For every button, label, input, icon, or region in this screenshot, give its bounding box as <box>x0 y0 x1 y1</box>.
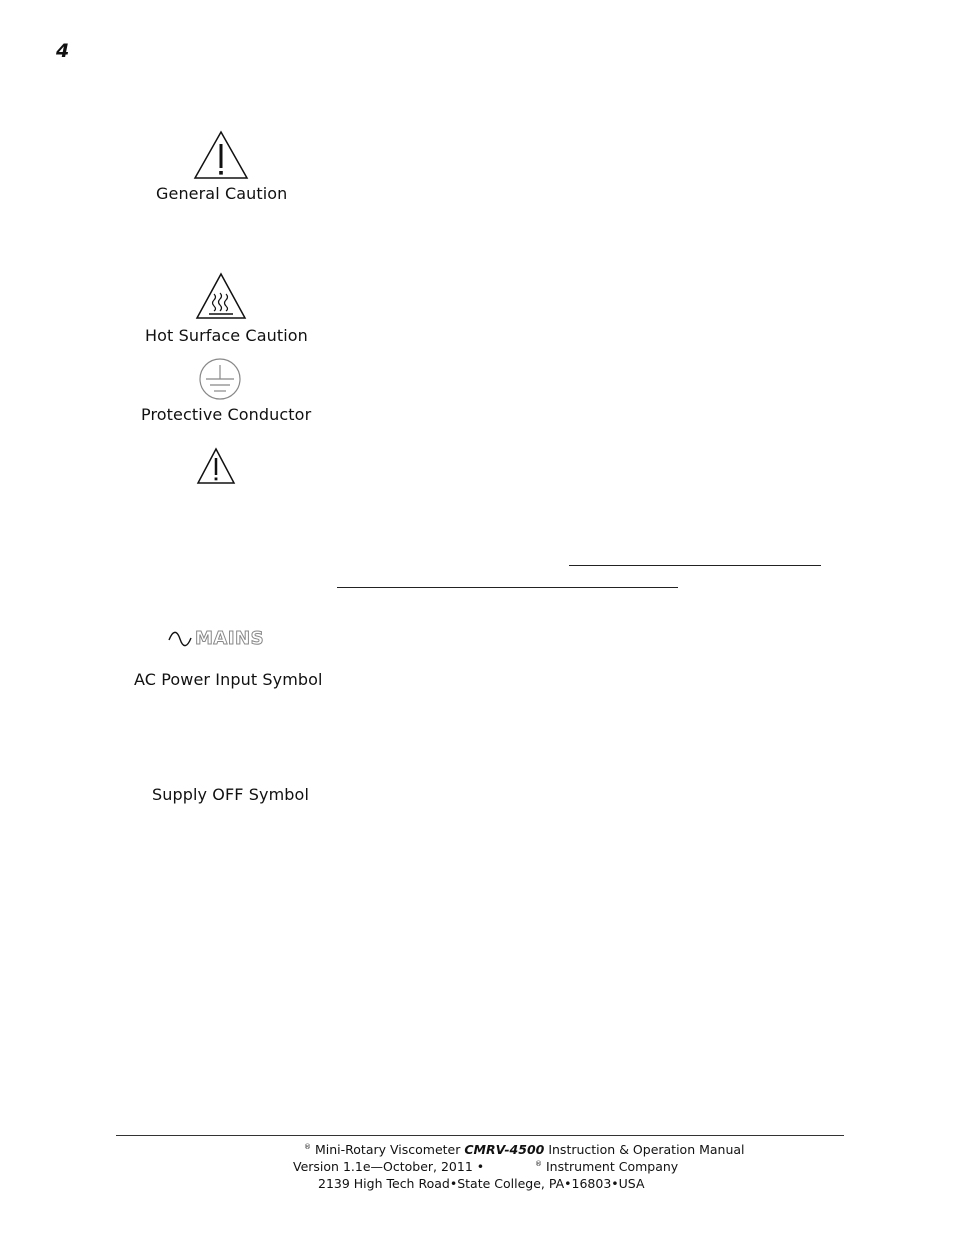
footer-rule <box>116 1135 844 1136</box>
registered-mark: ® <box>304 1142 311 1151</box>
protective-earth-icon <box>198 357 242 401</box>
footer-company-name: Instrument Company <box>545 1159 679 1174</box>
footer-model: CMRV-4500 <box>464 1142 545 1157</box>
warning-triangle-icon <box>193 130 249 180</box>
footer-manual: Instruction & Operation Manual <box>548 1142 745 1157</box>
warning-triangle-icon <box>196 447 236 485</box>
underline-rule <box>569 565 821 566</box>
footer-product: Mini-Rotary Viscometer <box>314 1142 461 1157</box>
footer-company <box>535 1159 678 1174</box>
ac-sine-icon <box>168 631 192 647</box>
mains-mark: MAINS <box>195 628 265 649</box>
footer-line-1 <box>304 1142 745 1157</box>
registered-mark: ® <box>535 1159 542 1168</box>
protective-conductor-label: Protective Conductor <box>141 405 312 424</box>
footer-line-2 <box>293 1159 484 1174</box>
footer-address: 2139 High Tech Road•State College, PA•16803•USA <box>318 1176 645 1191</box>
underline-rule <box>337 587 678 588</box>
general-caution-label: General Caution <box>156 184 288 203</box>
page-number: 4 <box>56 40 70 62</box>
hot-surface-caution-label: Hot Surface Caution <box>145 326 308 345</box>
ac-power-input-label: AC Power Input Symbol <box>134 670 323 689</box>
supply-off-label: Supply OFF Symbol <box>152 785 309 804</box>
hot-surface-icon <box>195 272 247 320</box>
footer-version: Version 1.1e—October, 2011 • <box>293 1159 485 1174</box>
